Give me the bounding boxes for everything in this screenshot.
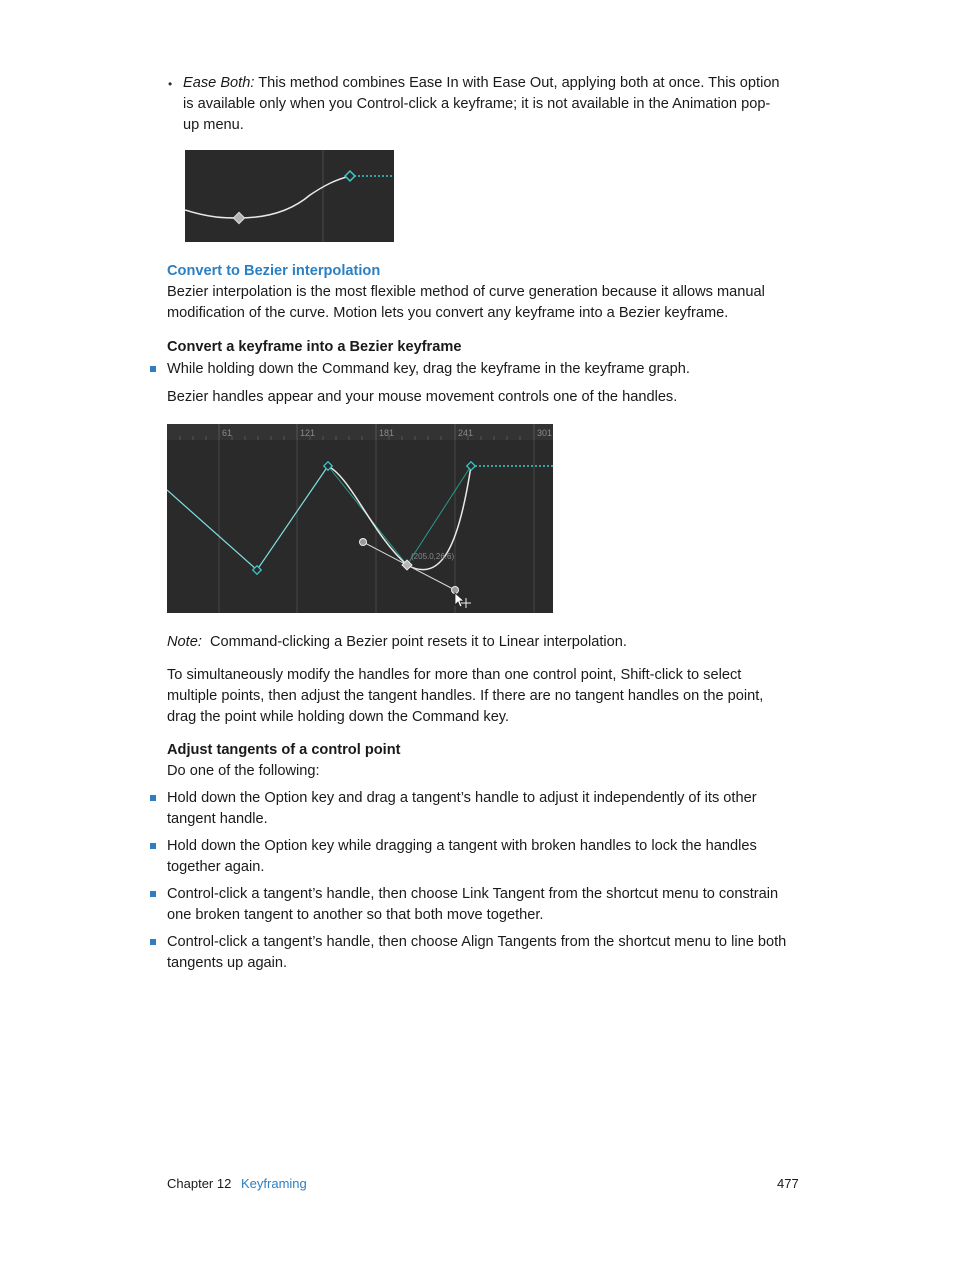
list-item: Control-click a tangent’s handle, then choose Align Tangents from the shortcut menu to line both tangents up again.	[167, 934, 787, 971]
task-title: Convert a keyframe into a Bezier keyframe	[167, 339, 462, 355]
note-paragraph	[167, 632, 785, 653]
footer-chapter-link[interactable]: Keyframing	[241, 1176, 307, 1191]
task-result: Bezier handles appear and your mouse movement controls one of the handles.	[167, 389, 678, 405]
ease-both-graph	[185, 150, 394, 242]
ruler-label: 301	[537, 428, 553, 438]
note-label: Note:	[167, 634, 202, 650]
ruler-label: 241	[458, 428, 474, 438]
square-bullet	[150, 366, 156, 372]
move-cursor-icon	[455, 593, 471, 608]
square-bullet	[150, 843, 156, 849]
list-item: Control-click a tangent’s handle, then choose Link Tangent from the shortcut menu to constrain one broken tangent to another so that both move together.	[167, 886, 779, 923]
ruler-label: 121	[300, 428, 316, 438]
section-intro: Bezier interpolation is the most flexible method of curve generation because it allows manual modification of the curve. Motion lets you convert any keyframe into a Bezier keyframe.	[167, 284, 765, 321]
keyframe-marker[interactable]	[233, 212, 244, 223]
bullet-dot: •	[168, 77, 173, 91]
adjust-title: Adjust tangents of a control point	[167, 742, 401, 758]
tangent-handle[interactable]	[360, 539, 367, 546]
task-step: While holding down the Command key, drag the keyframe in the keyframe graph.	[167, 361, 690, 377]
list-item: Hold down the Option key while dragging a tangent with broken handles to lock the handles together again.	[167, 838, 757, 875]
ruler-label: 181	[379, 428, 395, 438]
note-text: Command-clicking a Bezier point resets it to Linear interpolation.	[210, 634, 627, 650]
page-number: 477	[777, 1176, 799, 1191]
adjust-lead: Do one of the following:	[167, 763, 320, 779]
square-bullet	[150, 795, 156, 801]
point-coordinate-label: (205.0,26.6)	[411, 552, 455, 561]
multi-select-paragraph: To simultaneously modify the handles for more than one control point, Shift-click to select multiple points, then adjust the tangent handles. If there are no tangent handles on the point, drag the point while holding down the Command key.	[167, 667, 764, 725]
keyframe-graph	[167, 424, 553, 613]
keyframe-marker[interactable]	[467, 462, 475, 470]
ease-both-text: This method combines Ease In with Ease Out, applying both at once. This option is available only when you Control-click a keyframe; it is not available in the Animation pop-up menu.	[183, 75, 780, 133]
list-item: Hold down the Option key and drag a tangent’s handle to adjust it independently of its other tangent handle.	[167, 790, 757, 827]
square-bullet	[150, 939, 156, 945]
square-bullet	[150, 891, 156, 897]
ease-both-paragraph	[183, 73, 783, 136]
ease-both-term: Ease Both:	[183, 75, 255, 91]
tangent-handle[interactable]	[452, 587, 459, 594]
section-heading: Convert to Bezier interpolation	[167, 263, 381, 279]
footer-chapter: Chapter 12	[167, 1176, 232, 1191]
ruler-label: 61	[222, 428, 233, 438]
keyframe-marker[interactable]	[345, 171, 355, 181]
